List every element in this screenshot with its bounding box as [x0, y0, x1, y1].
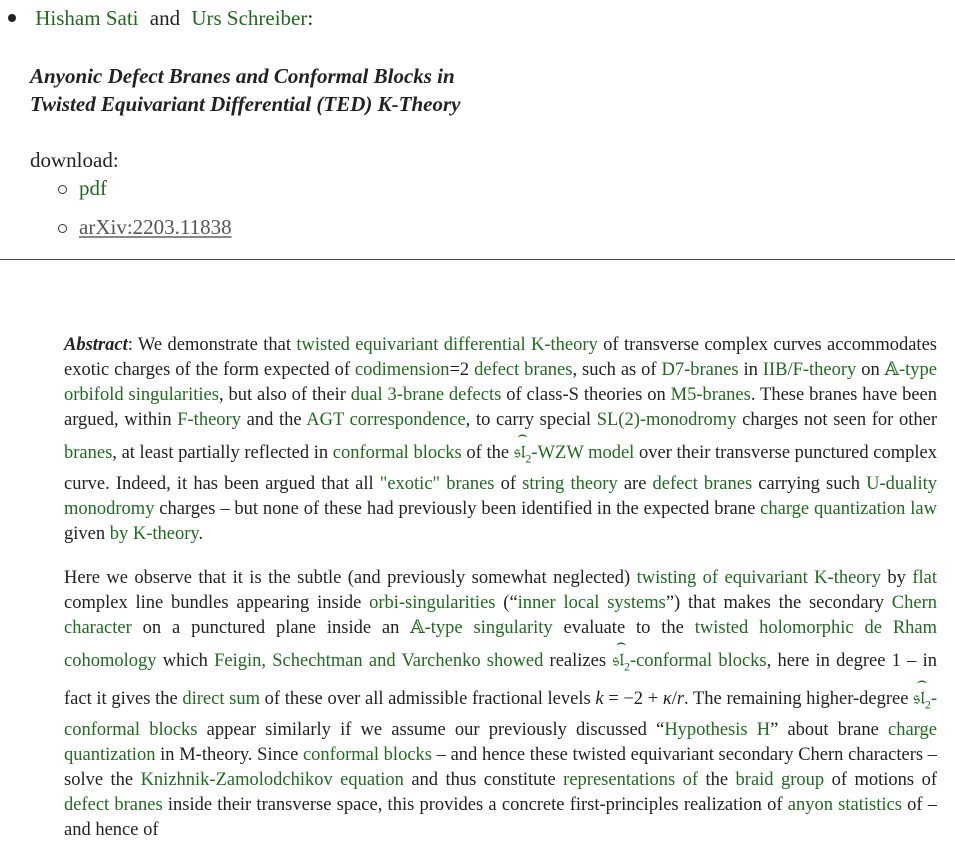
abstract-text: in: [738, 360, 763, 380]
abstract-link[interactable]: conformal blocks: [302, 745, 432, 766]
abstract-text: , to carry special: [465, 410, 597, 430]
abstract-link[interactable]: 𝔸-type singularity: [410, 617, 553, 638]
abstract-link[interactable]: flat: [912, 567, 938, 588]
abstract-text: .: [198, 523, 204, 544]
abstract-link[interactable]: by K-theory: [109, 523, 199, 544]
abstract-block: [64, 333, 937, 862]
abstract-link[interactable]: braid group: [735, 770, 825, 791]
abstract-text: and the: [240, 410, 307, 430]
abstract-text: complex line bundles appearing inside: [64, 592, 370, 613]
abstract-link[interactable]: M5-branes: [670, 385, 751, 405]
abstract-text: = −2 +: [603, 689, 663, 710]
download-item-pdf: [58, 174, 232, 213]
abstract-link[interactable]: -WZW model: [531, 443, 635, 463]
abstract-link[interactable]: Knizhnik-Zamolodchikov equation: [140, 770, 404, 791]
abstract-link[interactable]: -conformal blocks: [64, 689, 938, 741]
sl2-symbol[interactable]: ⌢ 𝔰𝔩$_2$: [913, 673, 931, 713]
abstract-link[interactable]: D7-branes: [661, 360, 739, 380]
pdf-link[interactable]: pdf: [79, 176, 107, 200]
title-line-2: Twisted Equivariant Differential (TED) K-Theory: [30, 92, 461, 116]
abstract-link[interactable]: twisting of equivariant K-theory: [636, 567, 881, 588]
abstract-text: of motions of: [824, 770, 937, 791]
abstract-link[interactable]: defect branes: [474, 360, 573, 380]
abstract-text: evaluate to the: [552, 617, 695, 638]
abstract-link[interactable]: conformal blocks: [332, 443, 462, 463]
abstract-text: on a punctured plane inside an: [131, 617, 411, 638]
abstract-text: (“: [495, 592, 518, 613]
circle-bullet-icon: [58, 224, 67, 233]
abstract-text: . These branes have been argued, within: [64, 385, 937, 430]
abstract-text: carrying such: [752, 473, 867, 494]
abstract-text: of – and hence of: [64, 795, 937, 841]
math-symbol: r: [676, 689, 685, 710]
abstract-link[interactable]: string theory: [522, 473, 618, 494]
abstract-text: appear similarly if we assume our previously discussed “: [197, 720, 665, 741]
hat-accent: ⌢: [517, 427, 528, 444]
abstract-text: the: [698, 770, 736, 791]
abstract-text: – and hence these twisted equivariant secondary Chern characters – solve the: [64, 745, 937, 791]
abstract-text: given: [64, 523, 110, 544]
abstract-link[interactable]: Hypothesis H: [664, 720, 771, 741]
abstract-text: over their transverse punctured complex curve. Indeed, it has been argued that all: [64, 443, 937, 494]
download-list: [58, 174, 232, 252]
circle-bullet-icon: [58, 185, 67, 194]
abstract-link[interactable]: 𝔸-type orbifold singularities: [64, 360, 938, 405]
abstract-text: by: [880, 567, 913, 588]
abstract-link[interactable]: twisted holomorphic de Rham cohomology: [64, 617, 938, 671]
abstract-text: =2: [449, 360, 475, 380]
abstract-link[interactable]: "exotic" branes: [379, 473, 495, 494]
abstract-text: realizes: [543, 650, 613, 671]
abstract-link[interactable]: twisted equivariant differential K-theory: [296, 335, 598, 355]
bullet-icon: [8, 14, 16, 22]
abstract-link[interactable]: direct sum: [182, 689, 260, 710]
abstract-text: of class-S theories on: [501, 385, 671, 405]
abstract-text: on: [856, 360, 885, 380]
abstract-text: of these over all admissible fractional levels: [260, 689, 596, 710]
abstract-link[interactable]: charge quantization: [64, 720, 937, 766]
abstract-text: Here we observe that it is the subtle (and previously somewhat neglected): [64, 567, 637, 588]
abstract-link[interactable]: SL(2)-monodromy: [596, 410, 737, 430]
abstract-text: , but also of their: [218, 385, 351, 405]
arxiv-link[interactable]: arXiv:2203.11838: [79, 215, 232, 239]
author-link-sati[interactable]: Hisham Sati: [35, 6, 139, 30]
abstract-text: of the: [461, 443, 514, 463]
abstract-text: inside their transverse space, this provides a concrete first-principles realization of: [162, 795, 788, 816]
abstract-text: , here in degree 1 – in fact it gives the: [64, 650, 937, 710]
math-symbol: κ: [662, 689, 672, 710]
abstract-text: are: [617, 473, 653, 494]
abstract-text: and thus constitute: [403, 770, 564, 791]
abstract-link[interactable]: codimension: [354, 360, 450, 380]
hat-accent: ⌢: [916, 673, 928, 691]
abstract-text: in M-theory. Since: [155, 745, 303, 766]
abstract-link[interactable]: -conformal blocks: [629, 650, 767, 671]
author-link-schreiber[interactable]: Urs Schreiber: [191, 6, 308, 30]
abstract-link[interactable]: inner local systems: [517, 592, 666, 613]
abstract-link[interactable]: IIB/F-theory: [762, 360, 857, 380]
abstract-link[interactable]: Feigin, Schechtman and Varchenko showed: [214, 650, 544, 671]
abstract-text: , at least partially reflected in: [112, 443, 333, 463]
abstract-link[interactable]: F-theory: [177, 410, 241, 430]
sl2-symbol[interactable]: ⌢ 𝔰𝔩$_2$: [612, 634, 630, 674]
download-label: download:: [30, 148, 119, 172]
abstract-link[interactable]: defect branes: [652, 473, 753, 494]
abstract-text: . The remaining higher-degree: [684, 689, 914, 710]
abstract-link[interactable]: anyon statistics: [787, 795, 902, 816]
sl2-symbol[interactable]: ⌢ 𝔰𝔩$_2$: [513, 427, 532, 466]
hat-accent: ⌢: [615, 634, 627, 652]
section-divider: [0, 259, 955, 260]
abstract-link[interactable]: U-duality monodromy: [64, 473, 937, 519]
abstract-text: charges not seen for other: [736, 410, 938, 430]
abstract-text: of transverse complex curves accommodates exotic charges of the form expected of: [64, 335, 937, 380]
abstract-link[interactable]: representations of: [563, 770, 699, 791]
abstract-text: charges – but none of these had previously been identified in the expected brane: [154, 498, 761, 519]
abstract-text: /: [671, 689, 677, 710]
abstract-text: of: [494, 473, 523, 494]
math-symbol: k: [595, 689, 604, 710]
abstract-link[interactable]: AGT correspondence: [306, 410, 466, 430]
abstract-text: : We demonstrate that: [127, 335, 297, 355]
authors-joiner: and: [149, 6, 181, 30]
abstract-lead: Abstract: [64, 335, 128, 355]
abstract-link[interactable]: charge quantization law: [760, 498, 937, 519]
abstract-link[interactable]: branes: [64, 443, 113, 463]
title-line-1: Anyonic Defect Branes and Conformal Blocks in: [30, 64, 455, 88]
abstract-text: ” about brane: [770, 720, 888, 741]
abstract-link[interactable]: orbi-singularities: [369, 592, 496, 613]
authors-suffix: :: [307, 6, 314, 30]
download-item-arxiv: [58, 213, 232, 252]
paper-title: [30, 62, 461, 118]
abstract-text: which: [156, 650, 215, 671]
authors-line: [8, 4, 313, 32]
abstract-link[interactable]: defect branes: [64, 795, 163, 816]
abstract-link[interactable]: dual 3-brane defects: [350, 385, 502, 405]
abstract-link[interactable]: Chern character: [64, 592, 937, 638]
abstract-text: ”) that makes the secondary: [665, 592, 892, 613]
abstract-paragraph-2: [64, 566, 937, 843]
abstract-text: , such as of: [572, 360, 662, 380]
abstract-paragraph-1: [64, 333, 937, 547]
